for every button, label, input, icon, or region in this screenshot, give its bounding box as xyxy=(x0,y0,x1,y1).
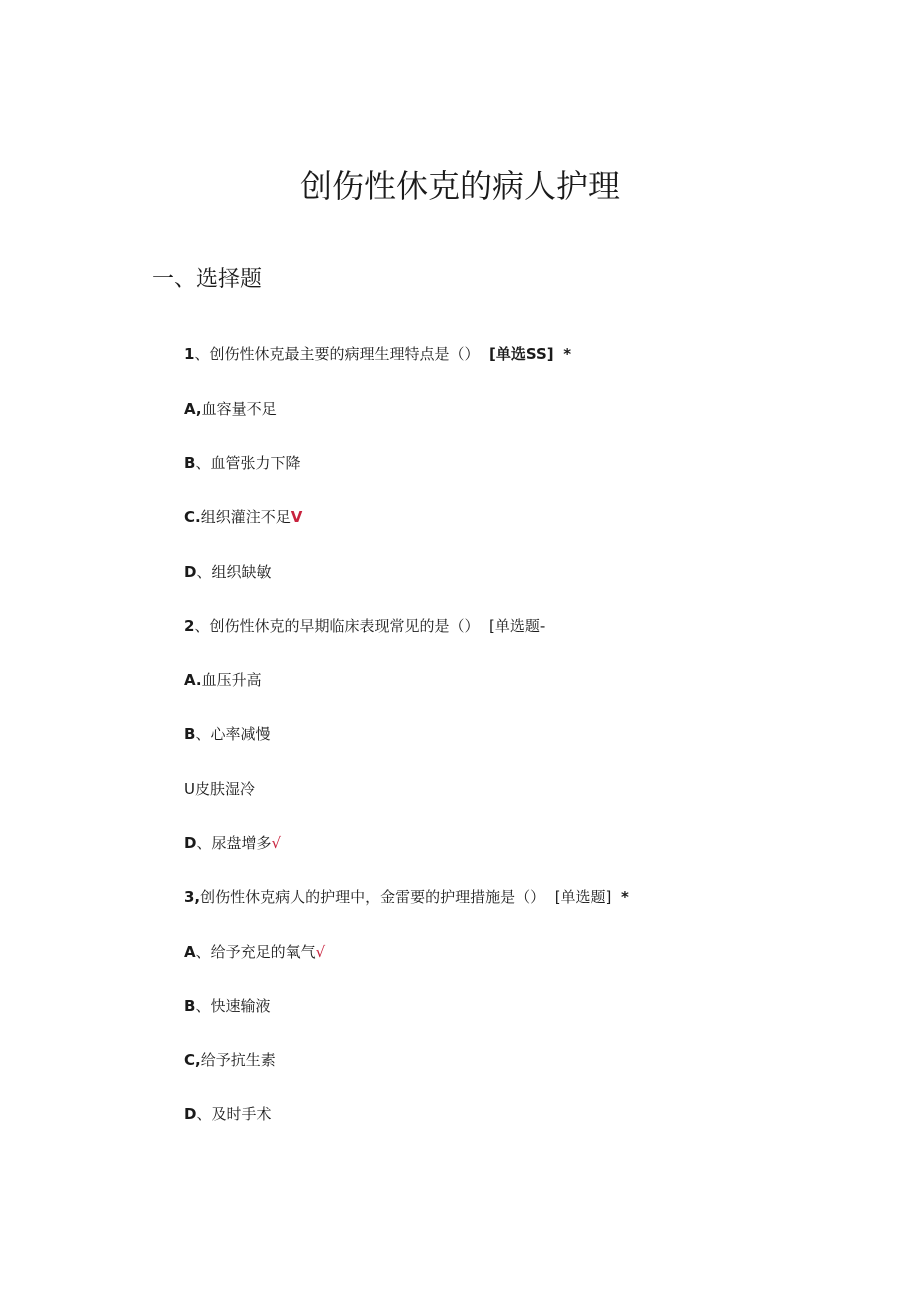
option-d xyxy=(184,1102,271,1126)
section-heading: 一、选择题 xyxy=(152,267,263,292)
question-type-tag: [单选题] xyxy=(554,888,612,906)
option-text: 快速输液 xyxy=(210,997,271,1015)
question-text: 创伤性休克的早期临床表现常见的是（） xyxy=(209,617,480,635)
option-text: 组织灌注不足 xyxy=(200,508,291,526)
option-text: 尿盘增多 xyxy=(211,834,272,852)
question-separator: 、 xyxy=(194,345,210,363)
question-number: 1 xyxy=(184,345,195,363)
option-separator: 、 xyxy=(195,997,211,1015)
question-1 xyxy=(184,342,571,366)
option-b xyxy=(184,451,300,475)
question-3 xyxy=(184,885,629,909)
option-c xyxy=(184,505,302,529)
option-label: A. xyxy=(184,671,202,689)
option-b xyxy=(184,722,270,746)
required-marker: * xyxy=(620,888,629,906)
question-type-tag: [单选题- xyxy=(489,617,546,635)
option-separator: 、 xyxy=(195,454,211,472)
option-text: 血容量不足 xyxy=(201,400,277,418)
option-separator: 、 xyxy=(196,834,212,852)
option-separator: 、 xyxy=(196,563,212,581)
option-label: A xyxy=(184,943,196,961)
option-label: B xyxy=(184,997,196,1015)
correct-answer-mark: √ xyxy=(271,834,282,852)
question-separator: 、 xyxy=(194,617,210,635)
correct-answer-mark: √ xyxy=(315,943,326,961)
option-b xyxy=(184,994,270,1018)
option-a xyxy=(184,940,325,964)
option-text: 给予充足的氧气 xyxy=(210,943,316,961)
question-number: 3, xyxy=(184,888,201,906)
option-text: U皮肤湿冷 xyxy=(184,780,255,798)
option-text: 心率减慢 xyxy=(210,725,271,743)
option-a xyxy=(184,668,262,692)
option-label: C. xyxy=(184,508,201,526)
option-text: 血压升高 xyxy=(201,671,262,689)
option-d xyxy=(184,831,281,855)
question-2 xyxy=(184,614,545,638)
option-label: C, xyxy=(184,1051,201,1069)
option-a xyxy=(184,397,277,421)
option-label: D xyxy=(184,563,197,581)
option-label: D xyxy=(184,1105,197,1123)
question-text: 创伤性休克病人的护理中，金雷要的护理措施是（） xyxy=(200,888,546,906)
option-separator: 、 xyxy=(195,725,211,743)
option-label: A, xyxy=(184,400,202,418)
option-c xyxy=(184,777,255,801)
option-separator: 、 xyxy=(195,943,211,961)
option-text: 给予抗生素 xyxy=(200,1051,276,1069)
option-label: D xyxy=(184,834,197,852)
option-label: B xyxy=(184,454,196,472)
correct-answer-mark: V xyxy=(290,508,303,526)
question-type-tag: [单选SS] xyxy=(489,345,554,363)
required-marker: * xyxy=(563,345,572,363)
option-text: 及时手术 xyxy=(211,1105,272,1123)
option-label: B xyxy=(184,725,196,743)
question-text: 创伤性休克最主要的病理生理特点是（） xyxy=(209,345,480,363)
option-text: 血管张力下降 xyxy=(210,454,301,472)
option-c xyxy=(184,1048,276,1072)
document-title: 创伤性休克的病人护理 xyxy=(299,167,620,205)
option-separator: 、 xyxy=(196,1105,212,1123)
option-text: 组织缺敏 xyxy=(211,563,272,581)
option-d xyxy=(184,560,271,584)
question-number: 2 xyxy=(184,617,195,635)
